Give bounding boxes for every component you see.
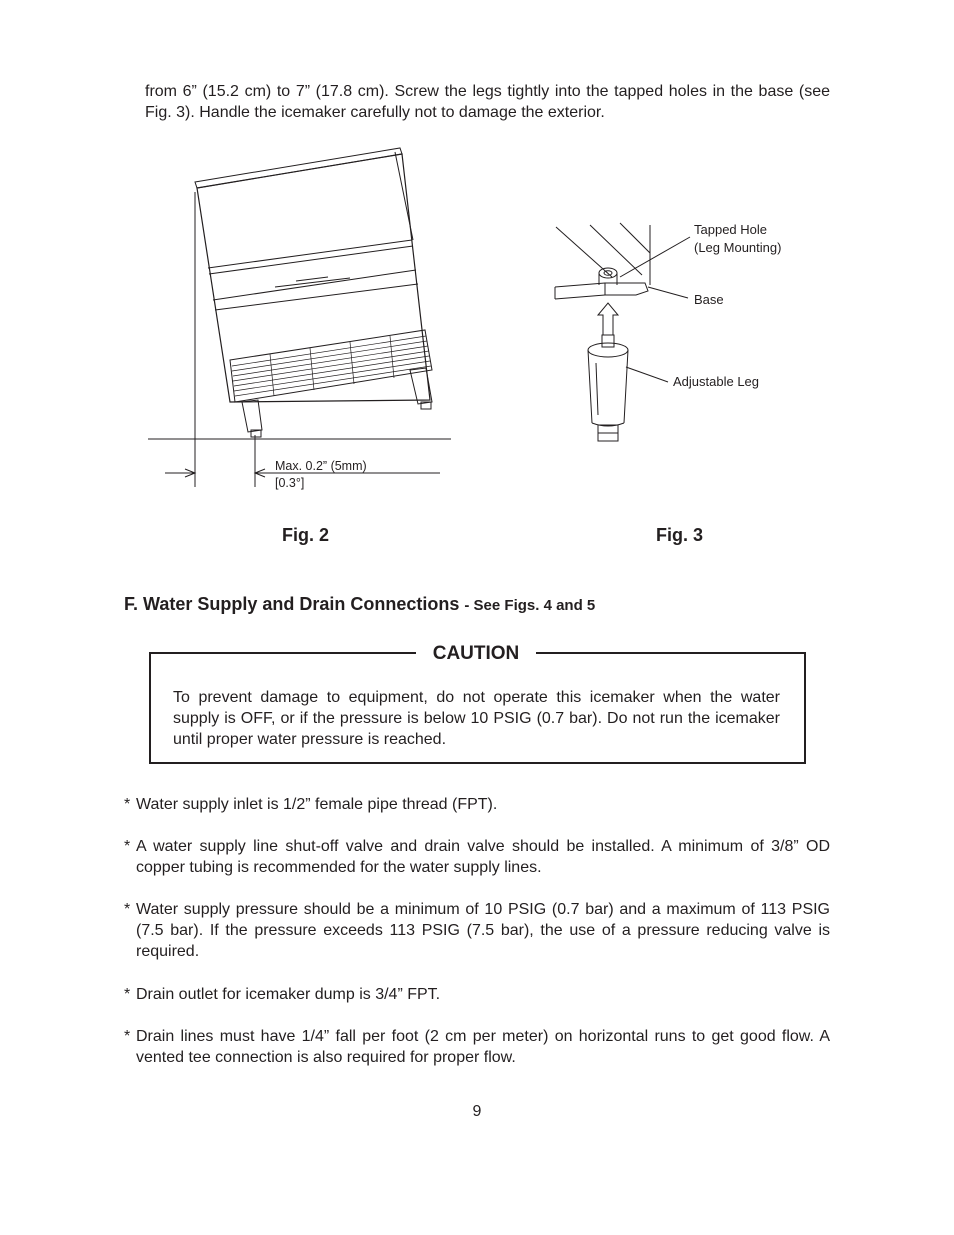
bullet-marker: * (124, 1028, 131, 1045)
bullet-marker: * (124, 796, 131, 813)
fig3-callout-leg: Adjustable Leg (673, 374, 760, 389)
bullet-item (124, 794, 830, 815)
bullet-item (124, 1026, 830, 1068)
bullet-item (124, 899, 830, 962)
section-subtitle: - See Figs. 4 and 5 (464, 597, 596, 614)
page-number: 9 (472, 1103, 482, 1120)
bullet-marker: * (124, 986, 131, 1003)
fig3-label: Fig. 3 (656, 525, 704, 545)
fig2-icemaker-drawing (140, 140, 460, 500)
caution-title: CAUTION (416, 642, 536, 666)
fig2-annotation-line1: Max. 0.2” (5mm) (275, 459, 367, 473)
bullet-text: Water supply pressure should be a minimum of 10 PSIG (0.7 bar) and a maximum of 113 PSIG (7.5 bar). If the pressure exceeds 113 PSIG (7.5 bar), the use of a pressure reducing valve is required. (136, 901, 830, 960)
fig2-annotation (275, 458, 367, 492)
bullet-text: Water supply inlet is 1/2” female pipe thread (FPT). (136, 796, 498, 813)
bullet-marker: * (124, 901, 131, 918)
fig2-annotation-line2: [0.3°] (275, 476, 305, 490)
section-heading (124, 594, 595, 615)
fig3-callout-tapped-hole-line2: (Leg Mounting) (694, 240, 782, 255)
section-title: F. Water Supply and Drain Connections (124, 594, 460, 614)
fig3-callout-tapped-hole (694, 221, 781, 257)
fig3-callout-tapped-hole-line1: Tapped Hole (694, 222, 767, 237)
caution-text: To prevent damage to equipment, do not operate this icemaker when the water supply is OFF, or if the pressure is below 10 PSIG (0.7 bar). Do not run the icemaker until proper water pressure is reached. (173, 689, 780, 748)
bullet-text: A water supply line shut-off valve and drain valve should be installed. A minimum of 3/8” OD copper tubing is recommended for the water supply lines. (136, 838, 830, 876)
fig2-label: Fig. 2 (282, 525, 330, 545)
bullet-text: Drain outlet for icemaker dump is 3/4” FPT. (136, 986, 441, 1003)
bullet-item (124, 984, 830, 1005)
bullet-marker: * (124, 838, 131, 855)
bullet-item (124, 836, 830, 878)
fig3-callout-base: Base (694, 292, 724, 307)
intro-paragraph: from 6” (15.2 cm) to 7” (17.8 cm). Screw the legs tightly into the tapped holes in the base (see Fig. 3). Handle the icemaker carefully not to damage the exterior. (145, 83, 830, 121)
bullet-text: Drain lines must have 1/4” fall per foot (2 cm per meter) on horizontal runs to get good flow. A vented tee connection is also required for proper flow. (136, 1028, 830, 1066)
